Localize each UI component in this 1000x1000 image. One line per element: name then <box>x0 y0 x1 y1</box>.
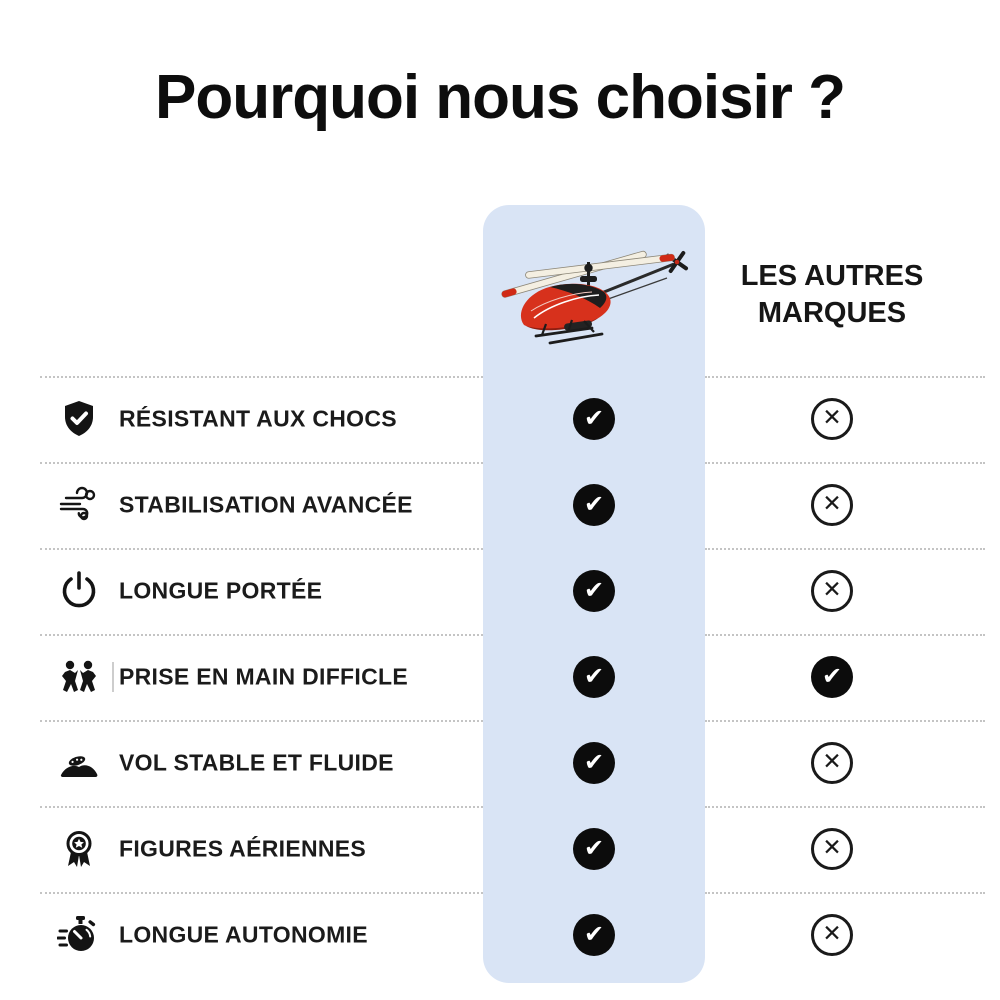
feature-row-aerial-figures <box>0 806 1000 892</box>
medal-icon <box>56 826 102 872</box>
text-cursor-artifact <box>112 662 114 692</box>
our-brand-mark <box>573 484 615 526</box>
other-brands-mark <box>811 742 853 784</box>
feature-row-shock-resistant <box>0 376 1000 462</box>
other-brands-mark <box>811 914 853 956</box>
feature-label: LONGUE PORTÉE <box>119 577 323 604</box>
our-brand-mark <box>573 398 615 440</box>
feature-label: FIGURES AÉRIENNES <box>119 835 367 862</box>
our-brand-mark <box>573 570 615 612</box>
people-icon <box>56 654 102 700</box>
feature-row-difficult-handling <box>0 634 1000 720</box>
feature-row-long-range <box>0 548 1000 634</box>
stopwatch-icon <box>56 912 102 958</box>
other-brands-mark <box>811 570 853 612</box>
our-brand-mark <box>573 656 615 698</box>
feature-row-stable-flight <box>0 720 1000 806</box>
other-brands-mark <box>811 398 853 440</box>
our-brand-mark <box>573 742 615 784</box>
rc-helicopter-image <box>488 232 700 350</box>
other-brands-column-header: LES AUTRES MARQUES <box>740 260 924 329</box>
feature-row-stabilization <box>0 462 1000 548</box>
feature-label: LONGUE AUTONOMIE <box>119 921 368 948</box>
other-brands-mark <box>811 656 853 698</box>
hand-catch-icon <box>56 740 102 786</box>
other-brands-mark <box>811 828 853 870</box>
other-brands-mark <box>811 484 853 526</box>
feature-label: STABILISATION AVANCÉE <box>119 491 413 518</box>
our-brand-mark <box>573 914 615 956</box>
feature-row-long-autonomy <box>0 892 1000 978</box>
shield-check-icon <box>56 396 102 442</box>
feature-label: VOL STABLE ET FLUIDE <box>119 749 394 776</box>
feature-label: PRISE EN MAIN DIFFICLE <box>119 663 409 690</box>
wind-icon <box>56 482 102 528</box>
power-icon <box>56 568 102 614</box>
our-brand-mark <box>573 828 615 870</box>
page-title: Pourquoi nous choisir ? <box>155 63 845 132</box>
feature-label: RÉSISTANT AUX CHOCS <box>119 405 397 432</box>
